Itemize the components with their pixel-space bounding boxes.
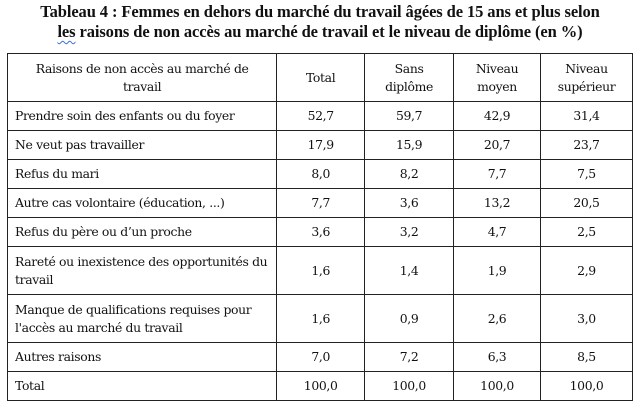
cell-sans-diplome: 1,4 xyxy=(365,247,454,295)
caption-line-2-rest: raisons de non accès au marché de travail et le niveau de diplôme (en %) xyxy=(75,22,583,41)
header-sans-diplome: Sans diplôme xyxy=(365,54,454,102)
cell-niveau-superieur: 2,5 xyxy=(541,218,633,247)
cell-total: 7,7 xyxy=(277,189,365,218)
cell-sans-diplome: 8,2 xyxy=(365,160,454,189)
cell-total: 100,0 xyxy=(277,372,365,401)
table-row xyxy=(8,247,633,295)
cell-niveau-superieur: 8,5 xyxy=(541,343,633,372)
cell-total: 17,9 xyxy=(277,131,365,160)
row-label: Prendre soin des enfants ou du foyer xyxy=(8,102,277,131)
table-caption xyxy=(0,2,640,42)
cell-total: 8,0 xyxy=(277,160,365,189)
cell-sans-diplome: 59,7 xyxy=(365,102,454,131)
cell-niveau-moyen: 20,7 xyxy=(454,131,541,160)
table-row xyxy=(8,218,633,247)
table-row xyxy=(8,295,633,343)
cell-niveau-moyen: 100,0 xyxy=(454,372,541,401)
cell-total: 1,6 xyxy=(277,295,365,343)
cell-niveau-moyen: 7,7 xyxy=(454,160,541,189)
cell-niveau-moyen: 42,9 xyxy=(454,102,541,131)
row-label: Ne veut pas travailler xyxy=(8,131,277,160)
cell-sans-diplome: 7,2 xyxy=(365,343,454,372)
cell-total: 52,7 xyxy=(277,102,365,131)
cell-sans-diplome: 100,0 xyxy=(365,372,454,401)
table-row xyxy=(8,131,633,160)
header-row xyxy=(8,54,633,102)
header-reasons: Raisons de non accès au marché de travail xyxy=(8,54,277,102)
cell-niveau-moyen: 2,6 xyxy=(454,295,541,343)
cell-niveau-moyen: 13,2 xyxy=(454,189,541,218)
cell-niveau-superieur: 23,7 xyxy=(541,131,633,160)
cell-total: 1,6 xyxy=(277,247,365,295)
cell-niveau-moyen: 1,9 xyxy=(454,247,541,295)
row-label: Refus du mari xyxy=(8,160,277,189)
row-label: Total xyxy=(8,372,277,401)
caption-line-1: Tableau 4 : Femmes en dehors du marché du travail âgées de 15 ans et plus selon xyxy=(40,2,600,21)
total-row xyxy=(8,372,633,401)
cell-sans-diplome: 15,9 xyxy=(365,131,454,160)
header-total: Total xyxy=(277,54,365,102)
header-niveau-superieur: Niveau supérieur xyxy=(541,54,633,102)
spellcheck-marked-word[interactable]: les xyxy=(57,22,76,41)
row-label: Autre cas volontaire (éducation, ...) xyxy=(8,189,277,218)
table-row xyxy=(8,102,633,131)
cell-niveau-superieur: 7,5 xyxy=(541,160,633,189)
caption-line-2 xyxy=(0,22,640,42)
row-label: Refus du père ou d’un proche xyxy=(8,218,277,247)
cell-niveau-superieur: 31,4 xyxy=(541,102,633,131)
cell-niveau-superieur: 3,0 xyxy=(541,295,633,343)
cell-niveau-superieur: 100,0 xyxy=(541,372,633,401)
table-row xyxy=(8,160,633,189)
cell-niveau-moyen: 6,3 xyxy=(454,343,541,372)
cell-sans-diplome: 0,9 xyxy=(365,295,454,343)
row-label: Manque de qualifications requises pour l'accès au marché du travail xyxy=(8,295,277,343)
cell-niveau-superieur: 2,9 xyxy=(541,247,633,295)
table-row xyxy=(8,189,633,218)
cell-niveau-moyen: 4,7 xyxy=(454,218,541,247)
cell-total: 3,6 xyxy=(277,218,365,247)
cell-niveau-superieur: 20,5 xyxy=(541,189,633,218)
cell-total: 7,0 xyxy=(277,343,365,372)
cell-sans-diplome: 3,6 xyxy=(365,189,454,218)
cell-sans-diplome: 3,2 xyxy=(365,218,454,247)
data-table xyxy=(7,53,633,401)
header-niveau-moyen: Niveau moyen xyxy=(454,54,541,102)
row-label: Autres raisons xyxy=(8,343,277,372)
row-label: Rareté ou inexistence des opportunités du travail xyxy=(8,247,277,295)
table-row xyxy=(8,343,633,372)
